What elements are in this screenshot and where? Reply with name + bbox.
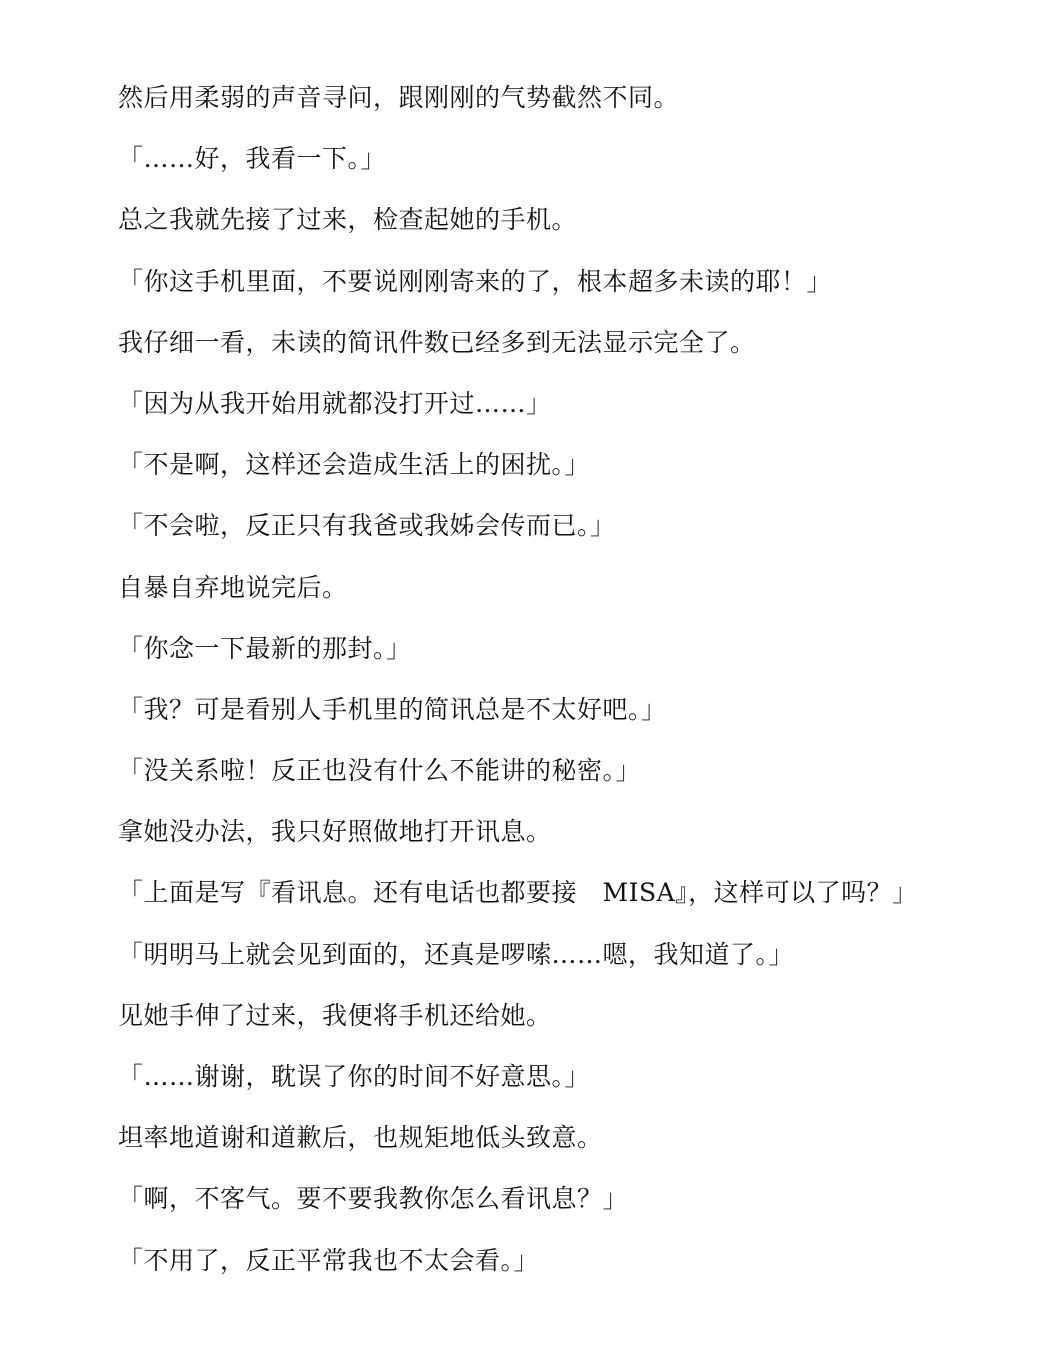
paragraph: 「上面是写『看讯息。还有电话也都要接 MISA』，这样可以了吗？」	[118, 878, 918, 908]
paragraph: 「……谢谢，耽误了你的时间不好意思。」	[118, 1062, 591, 1091]
paragraph: 「你念一下最新的那封。」	[118, 633, 412, 663]
paragraph: 「不是啊，这样还会造成生活上的困扰。」	[118, 450, 591, 480]
paragraph: 「明明马上就会见到面的，还真是啰嗦……嗯，我知道了。」	[118, 939, 795, 969]
paragraph: 自暴自弃地说完后。	[118, 572, 348, 602]
document-body	[118, 74, 998, 1298]
paragraph: 坦率地道谢和道歉后，也规矩地低头致意。	[118, 1123, 603, 1153]
paragraph: 见她手伸了过来，我便将手机还给她。	[118, 1000, 552, 1030]
paragraph: 「没关系啦！反正也没有什么不能讲的秘密。」	[118, 756, 642, 786]
paragraph: 拿她没办法，我只好照做地打开讯息。	[118, 817, 552, 847]
paragraph: 「啊，不客气。要不要我教你怎么看讯息？」	[118, 1184, 629, 1214]
paragraph: 「不会啦，反正只有我爸或我姊会传而已。」	[118, 511, 616, 541]
paragraph: 总之我就先接了过来，检查起她的手机。	[118, 205, 578, 235]
paragraph: 「你这手机里面，不要说刚刚寄来的了，根本超多未读的耶！」	[118, 266, 833, 296]
paragraph: 我仔细一看，未读的简讯件数已经多到无法显示完全了。	[118, 327, 756, 357]
paragraph: 「……好，我看一下。」	[118, 144, 387, 174]
paragraph: 「我？可是看别人手机里的简讯总是不太好吧。」	[118, 694, 667, 724]
paragraph: 「因为从我开始用就都没打开过……」	[118, 388, 552, 418]
paragraph: 「不用了，反正平常我也不太会看。」	[118, 1245, 540, 1275]
paragraph: 然后用柔弱的声音寻问，跟刚刚的气势截然不同。	[118, 83, 680, 112]
